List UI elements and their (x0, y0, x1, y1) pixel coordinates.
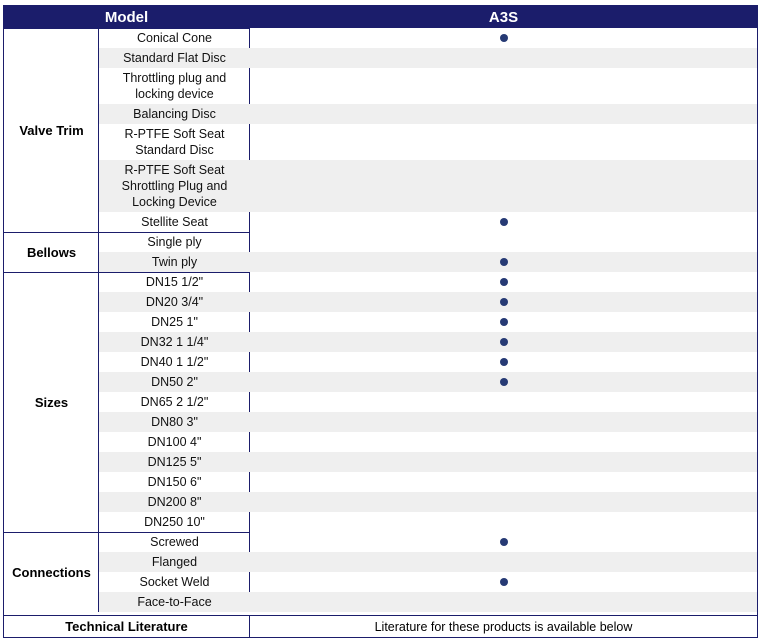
group-label: Bellows (26, 245, 77, 260)
row-value (250, 552, 757, 572)
row-label: Stellite Seat (98, 212, 250, 232)
header-product: A3S (250, 6, 757, 28)
availability-dot-icon (500, 578, 508, 586)
row-value (250, 292, 757, 312)
row-label: DN80 3" (98, 412, 250, 432)
row-label: Balancing Disc (98, 104, 250, 124)
availability-dot-icon (500, 378, 508, 386)
row-value (250, 492, 757, 512)
technical-literature-value: Literature for these products is available below (250, 615, 757, 637)
row-label: Single ply (98, 232, 250, 252)
row-label: DN65 2 1/2" (98, 392, 250, 412)
row-label: DN150 6" (98, 472, 250, 492)
technical-literature-label: Technical Literature (4, 615, 250, 637)
availability-dot-icon (500, 34, 508, 42)
row-label: Face-to-Face (98, 592, 250, 612)
row-value (250, 68, 757, 104)
row-value (250, 592, 757, 612)
row-value (250, 160, 757, 212)
row-label: Throttling plug and locking device (98, 68, 250, 104)
header-model: Model (4, 6, 250, 28)
row-value (250, 352, 757, 372)
availability-dot-icon (500, 218, 508, 226)
row-label: Standard Flat Disc (98, 48, 250, 68)
row-value (250, 252, 757, 272)
row-value (250, 272, 757, 292)
row-value (250, 392, 757, 412)
row-value (250, 312, 757, 332)
row-label: R-PTFE Soft Seat Standard Disc (98, 124, 250, 160)
row-label: R-PTFE Soft Seat Shrottling Plug and Locking Device (98, 160, 250, 212)
row-label: Flanged (98, 552, 250, 572)
group-label: Connections (12, 565, 91, 580)
row-label: Conical Cone (98, 28, 250, 48)
row-value (250, 104, 757, 124)
row-label: DN40 1 1/2" (98, 352, 250, 372)
row-label: Socket Weld (98, 572, 250, 592)
row-label: DN50 2" (98, 372, 250, 392)
spec-table (3, 5, 758, 638)
row-value (250, 532, 757, 552)
row-value (250, 452, 757, 472)
availability-dot-icon (500, 278, 508, 286)
row-label: DN125 5" (98, 452, 250, 472)
row-label: DN15 1/2" (98, 272, 250, 292)
row-value (250, 572, 757, 592)
availability-dot-icon (500, 538, 508, 546)
row-value (250, 48, 757, 68)
row-value (250, 412, 757, 432)
row-label: DN32 1 1/4" (98, 332, 250, 352)
row-value (250, 232, 757, 252)
row-value (250, 212, 757, 232)
availability-dot-icon (500, 318, 508, 326)
row-value (250, 512, 757, 532)
row-label: Twin ply (98, 252, 250, 272)
row-value (250, 332, 757, 352)
row-value (250, 432, 757, 452)
row-value (250, 472, 757, 492)
group-label: Valve Trim (19, 123, 84, 138)
availability-dot-icon (500, 358, 508, 366)
availability-dot-icon (500, 298, 508, 306)
row-label: DN250 10" (98, 512, 250, 532)
row-value (250, 124, 757, 160)
availability-dot-icon (500, 338, 508, 346)
row-value (250, 28, 757, 48)
row-label: DN20 3/4" (98, 292, 250, 312)
availability-dot-icon (500, 258, 508, 266)
row-label: Screwed (98, 532, 250, 552)
row-label: DN200 8" (98, 492, 250, 512)
row-label: DN100 4" (98, 432, 250, 452)
row-label: DN25 1" (98, 312, 250, 332)
row-value (250, 372, 757, 392)
group-label: Sizes (34, 395, 69, 410)
